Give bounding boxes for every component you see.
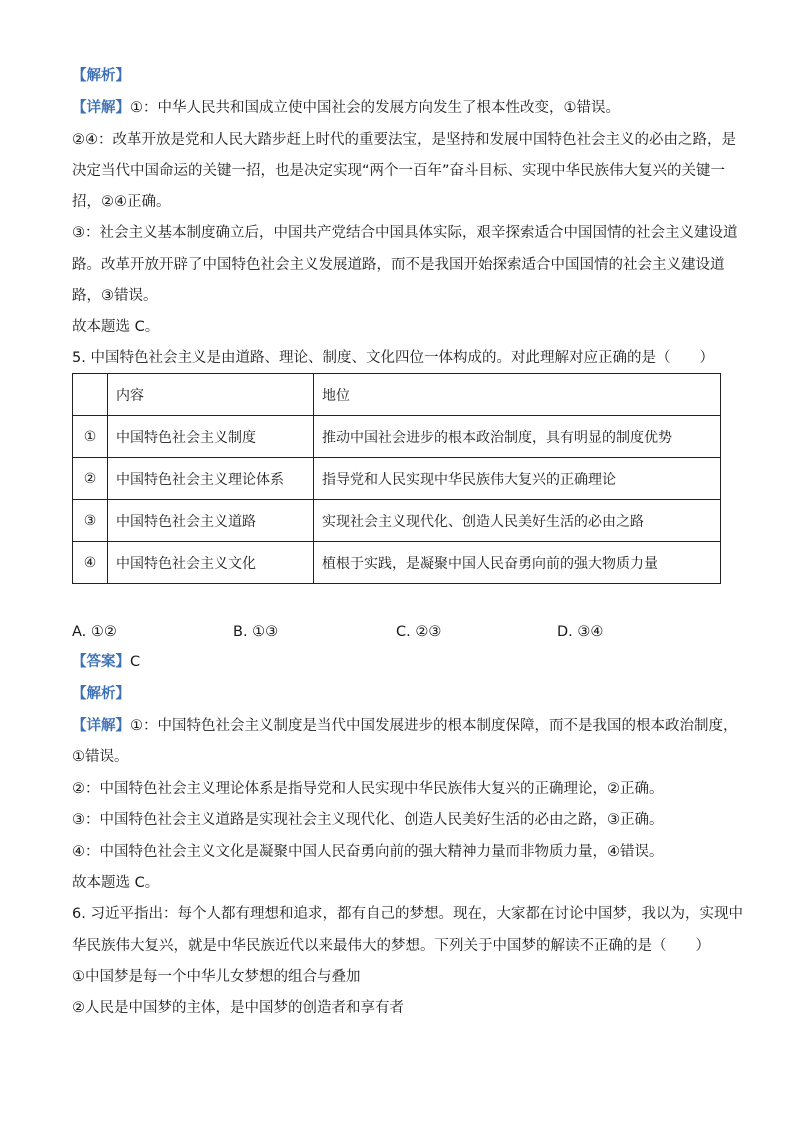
analysis-heading: 【解析】 [72,68,130,84]
option-a: A. ①② [72,624,117,640]
detail-paragraph-24-line1: ②④：改革开放是党和人民大踏步赶上时代的重要法宝，是坚持和发展中国特色社会主义的必由之路，是 [72,132,736,148]
table-row [73,542,721,584]
detail-paragraph-3-line2: 路。改革开放开辟了中国特色社会主义发展道路，而不是我国开始探索适合中国国情的社会主义建设道 [72,257,725,273]
table-header-cell: 内容 [108,374,314,416]
detail-paragraph-1: 【详解】①：中华人民共和国成立使中国社会的发展方向发生了根本性改变，①错误。 [72,100,620,116]
table-row [73,500,721,542]
table-cell: 实现社会主义现代化、创造人民美好生活的必由之路 [314,500,721,542]
question-6-stem-line2: 华民族伟大复兴，就是中华民族近代以来最伟大的梦想。下列关于中国梦的解读不正确的是（ ） [72,938,710,954]
question-6-item-2: ②人民是中国梦的主体，是中国梦的创造者和享有者 [72,1000,404,1016]
question-6-stem-line1: 6. 习近平指出：每个人都有理想和追求，都有自己的梦想。现在，大家都在讨论中国梦，我以为，实现中 [72,906,743,922]
table-cell: 植根于实践，是凝聚中国人民奋勇向前的强大物质力量 [314,542,721,584]
table-cell: 中国特色社会主义制度 [108,416,314,458]
question-5-stem: 5. 中国特色社会主义是由道路、理论、制度、文化四位一体构成的。对此理解对应正确的是（ ） [72,350,714,366]
option-d: D. ③④ [557,624,604,640]
detail-paragraph-24-line3: 招，②④正确。 [72,194,171,210]
detail-paragraph-3-line1: ③：社会主义基本制度确立后，中国共产党结合中国具体实际，艰辛探索适合中国国情的社会主义建设道 [72,225,738,241]
detail-paragraph-24-line2: 决定当代中国命运的关键一招，也是决定实现“两个一百年”奋斗目标、实现中华民族伟大复兴的关键一 [72,163,726,179]
detail-paragraph-3: ③：中国特色社会主义道路是实现社会主义现代化、创造人民美好生活的必由之路，③正确。 [72,812,664,828]
table-header-cell: 地位 [314,374,721,416]
table-cell: 中国特色社会主义道路 [108,500,314,542]
table-cell: 中国特色社会主义文化 [108,542,314,584]
table-cell: ④ [73,542,108,584]
analysis-heading: 【解析】 [72,686,130,702]
detail-paragraph-2: ②：中国特色社会主义理论体系是指导党和人民实现中华民族伟大复兴的正确理论，②正确。 [72,781,664,797]
table-row [73,416,721,458]
table-cell: 指导党和人民实现中华民族伟大复兴的正确理论 [314,458,721,500]
table-cell: ② [73,458,108,500]
detail-paragraph-4: ④：中国特色社会主义文化是凝聚中国人民奋勇向前的强大精神力量而非物质力量，④错误。 [72,844,664,860]
answer-line: 【答案】C [72,654,141,670]
option-c: C. ②③ [396,624,442,640]
table-cell: 推动中国社会进步的根本政治制度，具有明显的制度优势 [314,416,721,458]
table-cell: ① [73,416,108,458]
detail-paragraph-1-line2: ①错误。 [72,749,129,765]
conclusion-text: 故本题选 C。 [72,875,160,891]
option-b: B. ①③ [233,624,279,640]
detail-paragraph-3-line3: 路，③错误。 [72,288,158,304]
conclusion-text: 故本题选 C。 [72,319,160,335]
table-cell: ③ [73,500,108,542]
detail-paragraph-1-line1: 【详解】①：中国特色社会主义制度是当代中国发展进步的根本制度保障，而不是我国的根本政治制度， [72,718,738,734]
table-cell: 中国特色社会主义理论体系 [108,458,314,500]
table-row [73,458,721,500]
question-6-item-1: ①中国梦是每一个中华儿女梦想的组合与叠加 [72,969,361,985]
question-5-table [72,373,721,584]
table-header-row [73,374,721,416]
table-header-cell [73,374,108,416]
